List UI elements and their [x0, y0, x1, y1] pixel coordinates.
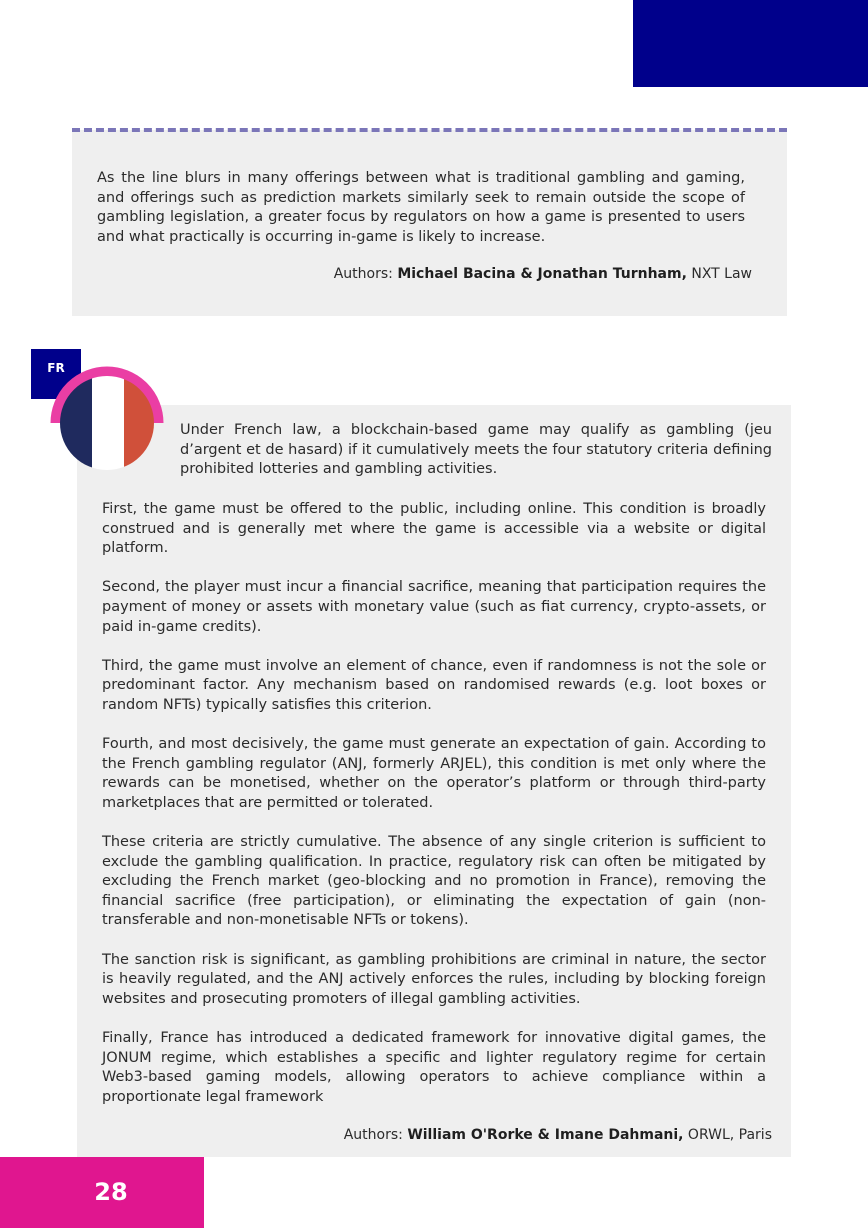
france-paragraph: The sanction risk is significant, as gambling prohibitions are criminal in nature, the sector is heavily regulated, and the ANJ actively enforces the rules, including by blocking foreign websites and prosecuting promoters of illegal gambling activities.	[102, 951, 766, 1007]
france-paragraph: First, the game must be offered to the public, including online. This condition is broadly construed and is generally met where the game is accessible via a website or digital platform.	[102, 501, 766, 557]
authors-label: Authors:	[333, 266, 398, 282]
flag-white-stripe	[92, 376, 124, 470]
quote-box-conclusion	[72, 130, 787, 316]
france-authors	[344, 1125, 772, 1145]
france-intro: Under French law, a blockchain-based game may qualify as gambling (jeu d’argent et de hasard) if it cumulatively meets the four statutory criteria defining prohibited lotteries and gambling activities.	[180, 422, 772, 478]
author-org: NXT Law	[686, 266, 752, 282]
france-paragraph: Second, the player must incur a financial sacrifice, meaning that participation requires the payment of money or assets with monetary value (such as fiat currency, crypto-assets, or paid in-game credits).	[102, 579, 766, 635]
france-paragraph: Finally, France has introduced a dedicated framework for innovative digital games, the JONUM regime, which establishes a specific and lighter regulatory regime for certain Web3-based gaming models, allowing operators to achieve compliance within a proportionate legal framework	[102, 1030, 766, 1105]
author-names: Michael Bacina & Jonathan Turnham,	[397, 266, 687, 282]
france-paragraphs	[102, 500, 766, 1127]
author-org: ORWL, Paris	[683, 1127, 772, 1143]
france-flag-icon	[48, 364, 166, 482]
france-paragraph: These criteria are strictly cumulative. The absence of any single criterion is sufficient to exclude the gambling qualification. In practice, regulatory risk can often be mitigated by excluding the French market (geo-blocking and no promotion in France), removing the financial sacrifice (free participation), or eliminating the expectation of gain (non-transferable and non-monetisable NFTs or tokens).	[102, 834, 766, 929]
conclusion-authors	[334, 264, 752, 284]
france-paragraph: Fourth, and most decisively, the game must generate an expectation of gain. According to the French gambling regulator (ANJ, formerly ARJEL), this condition is met only where the rewards can be monetised, whether on the operator’s platform or through third-party marketplaces that are permitted or tolerated.	[102, 736, 766, 811]
authors-label: Authors:	[343, 1127, 408, 1143]
author-names: William O'Rorke & Imane Dahmani,	[407, 1127, 684, 1143]
country-tag-fr: FR	[31, 349, 81, 399]
france-paragraph: Third, the game must involve an element of chance, even if randomness is not the sole or predominant factor. Any mechanism based on randomised rewards (e.g. loot boxes or random NFTs) typically satisfies this criterion.	[102, 657, 766, 713]
page-number: 28	[94, 1178, 128, 1206]
france-section-box	[77, 405, 791, 1157]
conclusion-text: As the line blurs in many offerings between what is traditional gambling and gaming, and offerings such as prediction markets similarly seek to remain outside the scope of gambling legislation, a greater focus by regulators on how a game is presented to users and what practically is occurring in-game is likely to increase.	[97, 170, 745, 245]
dashed-divider	[72, 128, 787, 132]
header-navy-block	[633, 0, 868, 87]
